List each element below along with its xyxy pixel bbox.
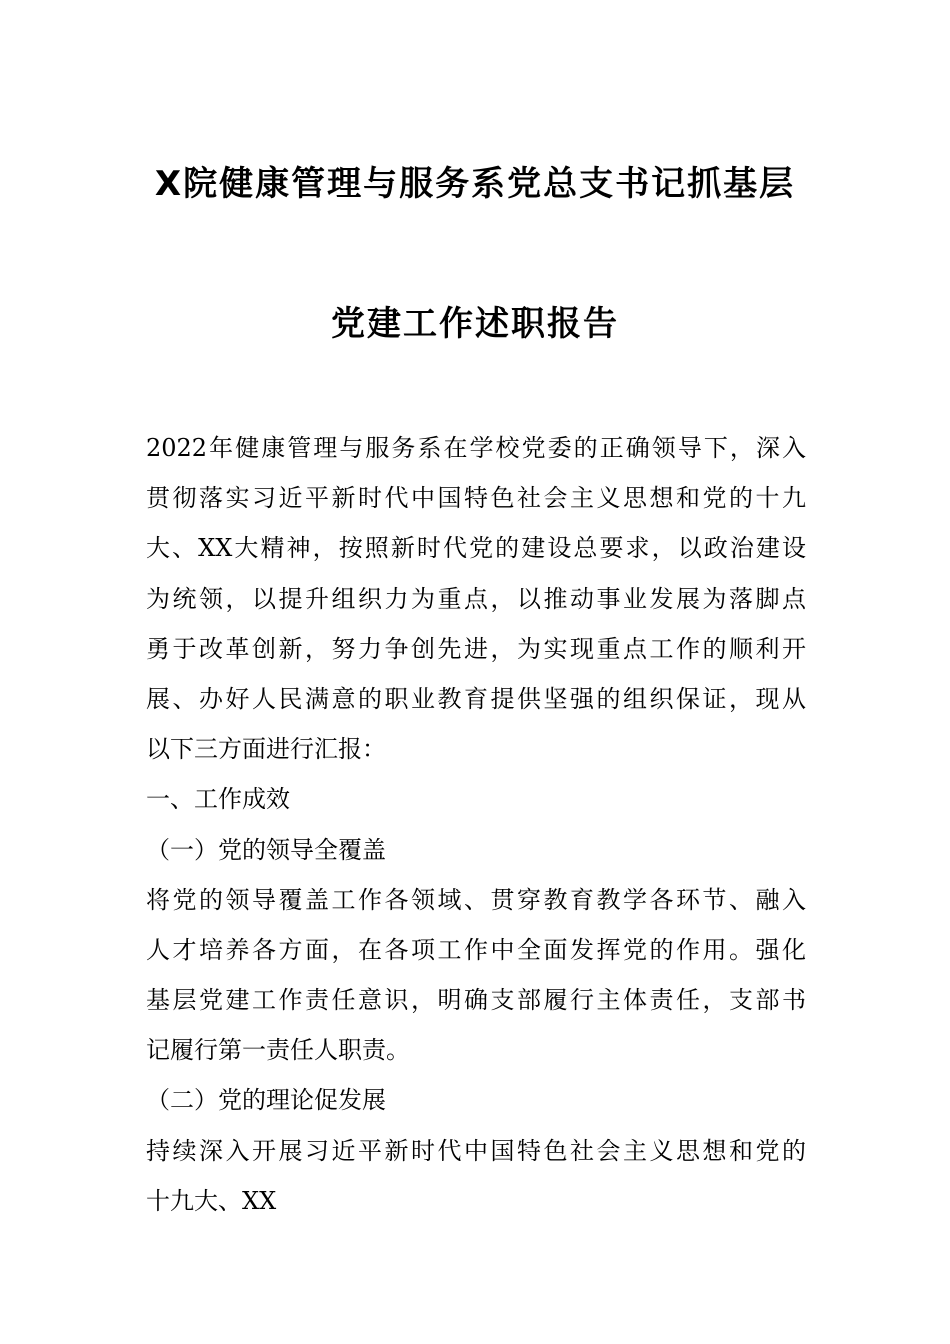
body-line-10: 基层党建工作责任意识，明确支部履行主体责任，支部书 [146,986,806,1015]
body-line-12: 持续深入开展习近平新时代中国特色社会主义思想和党的 [146,1136,806,1165]
body-line-6: 展、办好人民满意的职业教育提供坚强的组织保证，现从 [146,684,806,713]
body-line-1: 2022年健康管理与服务系在学校党委的正确领导下，深入 [146,434,806,462]
body-line-3: 大、XX大精神，按照新时代党的建设总要求，以政治建设 [146,534,806,563]
document-title-line-1: X院健康管理与服务系党总支书记抓基层 [154,164,796,204]
body-line-7: 以下三方面进行汇报： [146,735,386,764]
body-line-8: 将党的领导覆盖工作各领域、贯穿教育教学各环节、融入 [146,885,806,914]
document-body [146,428,806,1231]
subsection-heading-1: （一）党的领导全覆盖 [146,835,386,864]
body-line-9: 人才培养各方面，在各项工作中全面发挥党的作用。强化 [146,935,806,964]
body-line-11: 记履行第一责任人职责。 [146,1036,410,1065]
body-line-2: 贯彻落实习近平新时代中国特色社会主义思想和党的十九 [146,484,806,513]
section-heading-1: 一、工作成效 [146,785,290,814]
body-line-13: 十九大、XX [146,1186,277,1215]
document-title-line-2: 党建工作述职报告 [331,304,619,344]
subsection-heading-2: （二）党的理论促发展 [146,1086,386,1115]
body-line-5: 勇于改革创新，努力争创先进，为实现重点工作的顺利开 [146,634,806,663]
body-line-4: 为统领，以提升组织力为重点，以推动事业发展为落脚点 [146,584,806,613]
